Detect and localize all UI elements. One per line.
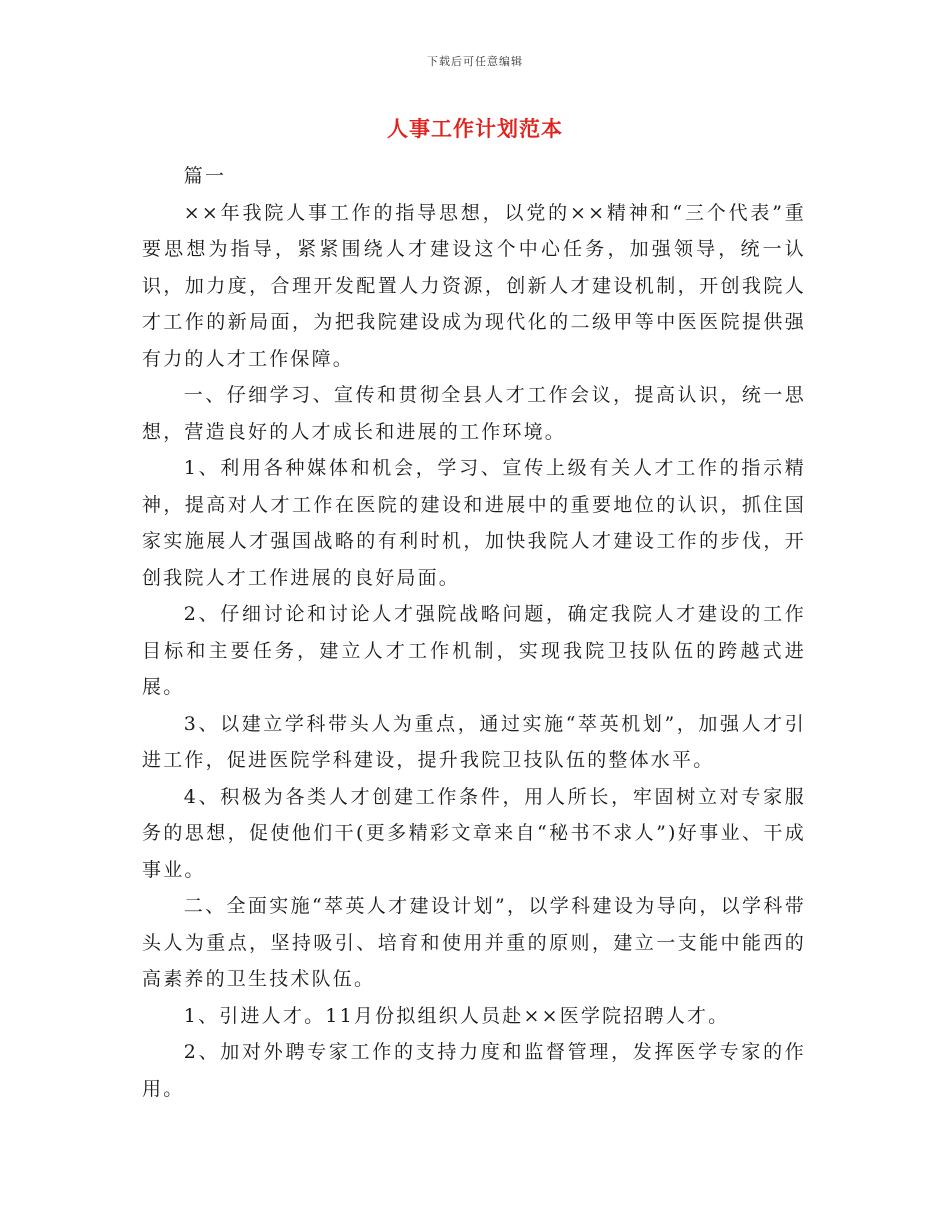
document-body bbox=[142, 158, 806, 1107]
paragraph: 一、仔细学习、宣传和贯彻全县人才工作会议，提高认识，统一思想，营造良好的人才成长和进展的工作环境。 bbox=[142, 384, 806, 443]
paragraph: 4、积极为各类人才创建工作条件，用人所长，牢固树立对专家服务的思想，促使他们干(更多精彩文章来自“秘书不求人”)好事业、干成事业。 bbox=[142, 785, 806, 881]
paragraph: ××年我院人事工作的指导思想，以党的××精神和“三个代表”重要思想为指导，紧紧围绕人才建设这个中心任务，加强领导，统一认识，加力度，合理开发配置人力资源，创新人才建设机制，开创我院人才工作的新局面，为把我院建设成为现代化的二级甲等中医医院提供强有力的人才工作保障。 bbox=[142, 201, 806, 370]
paragraph: 1、利用各种媒体和机会，学习、宣传上级有关人才工作的指示精神，提高对人才工作在医院的建设和进展中的重要地位的认识，抓住国家实施展人才强国战略的有利时机，加快我院人才建设工作的步伐，开创我院人才工作进展的良好局面。 bbox=[142, 457, 806, 589]
paragraph: 3、以建立学科带头人为重点，通过实施“萃英机划”，加强人才引进工作，促进医院学科建设，提升我院卫技队伍的整体水平。 bbox=[142, 712, 806, 771]
document-title: 人事工作计划范本 bbox=[387, 116, 563, 141]
paragraph: 二、全面实施“萃英人才建设计划”，以学科建设为导向，以学科带头人为重点，坚持吸引、培育和使用并重的原则，建立一支能中能西的高素养的卫生技术队伍。 bbox=[142, 895, 806, 990]
section-label: 篇一 bbox=[183, 165, 227, 187]
paragraph: 1、引进人才。11月份拟组织人员赴××医学院招聘人才。 bbox=[183, 1004, 730, 1027]
page-header-note: 下载后可任意编辑 bbox=[427, 55, 523, 68]
paragraph: 2、加对外聘专家工作的支持力度和监督管理，发挥医学专家的作用。 bbox=[142, 1041, 806, 1100]
paragraph: 2、仔细讨论和讨论人才强院战略问题，确定我院人才建设的工作目标和主要任务，建立人才工作机制，实现我院卫技队伍的跨越式进展。 bbox=[142, 603, 806, 698]
